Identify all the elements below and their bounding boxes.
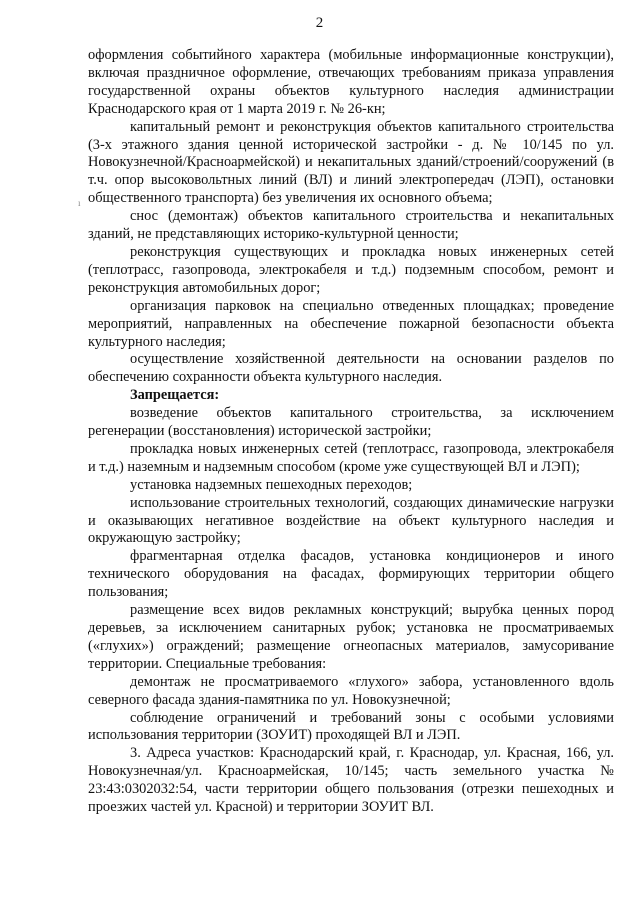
paragraph-technologies-ban: использование строительных технологий, создающих динамические нагрузки и оказывающих негативное воздействие на объект культурного наследия и окружающую застройку; xyxy=(88,494,614,547)
paragraph-advertising-ban: размещение всех видов рекламных конструкций; вырубка ценных пород деревьев, за исключением санитарных рубок; установка не просматриваемых («глухих») ограждений; размещение огнеопасных материалов, замусоривание территории. Специальные требования: xyxy=(88,602,614,672)
paragraph-aboveground-networks-ban: прокладка новых инженерных сетей (теплотрасс, газопровода, электрокабеля и т.д.) наземным и надземным способом (кроме уже существующей ВЛ и ЛЭП); xyxy=(88,440,614,475)
paragraph-repair: капитальный ремонт и реконструкция объектов капитального строительства (3-х этажного здания ценной исторической застройки - д. № 10/145 по ул. Новокузнечной/Красноармейской) и некапитальных зданий/строений/сооружений (в т.ч. опор высоковольтных линий (ВЛ) и линий электропередач (ЛЭП), остановки общественного транспорта) без увеличения их основного объема; xyxy=(88,118,614,207)
margin-mark: ı xyxy=(78,198,81,208)
paragraph-construction-ban: возведение объектов капитального строительства, за исключением регенерации (восстановления) исторической застройки; xyxy=(88,405,614,440)
paragraph-demolition: снос (демонтаж) объектов капитального строительства и некапитальных зданий, не представляющих историко-культурной ценности; xyxy=(88,208,614,243)
paragraph-addresses: 3. Адреса участков: Краснодарский край, г. Краснодар, ул. Красная, 166, ул. Новокузнечная/ул. Красноармейская, 10/145; часть земельного участка № 23:43:0302032:54, части территории общего пользования (отрезки пешеходных и проезжих частей ул. Красной) и территории ЗОУИТ ВЛ. xyxy=(88,745,614,816)
paragraph-facades-ban: фрагментарная отделка фасадов, установка кондиционеров и иного технического оборудования на фасадах, формирующих территории общего пользования; xyxy=(88,548,614,601)
document-body xyxy=(88,47,614,817)
paragraph-fence-removal: демонтаж не просматриваемого «глухого» забора, установленного вдоль северного фасада здания-памятника по ул. Новокузнечной; xyxy=(88,673,614,708)
paragraph-continuation: оформления событийного характера (мобильные информационные конструкции), включая праздничное оформление, отвечающих требованиям приказа управления государственной охраны объектов культурного наследия администрации Краснодарского края от 1 марта 2019 г. № 26-кн; xyxy=(88,47,614,117)
paragraph-crossings-ban: установка надземных пешеходных переходов; xyxy=(130,476,413,493)
paragraph-engineering-networks: реконструкция существующих и прокладка новых инженерных сетей (теплотрасс, газопровода, электрокабеля и т.д.) подземным способом, ремонт и реконструкция автомобильных дорог; xyxy=(88,243,614,296)
paragraph-parking: организация парковок на специально отведенных площадках; проведение мероприятий, направленных на обеспечение пожарной безопасности объекта культурного наследия; xyxy=(88,297,614,350)
paragraph-economic-activity: осуществление хозяйственной деятельности на основании разделов по обеспечению сохранности объекта культурного наследия. xyxy=(88,351,614,386)
section-heading-prohibited: Запрещается: xyxy=(130,387,220,404)
paragraph-zone-restrictions: соблюдение ограничений и требований зоны с особыми условиями использования территории (ЗОУИТ) проходящей ВЛ и ЛЭП. xyxy=(88,709,614,744)
page-number: 2 xyxy=(315,15,324,31)
